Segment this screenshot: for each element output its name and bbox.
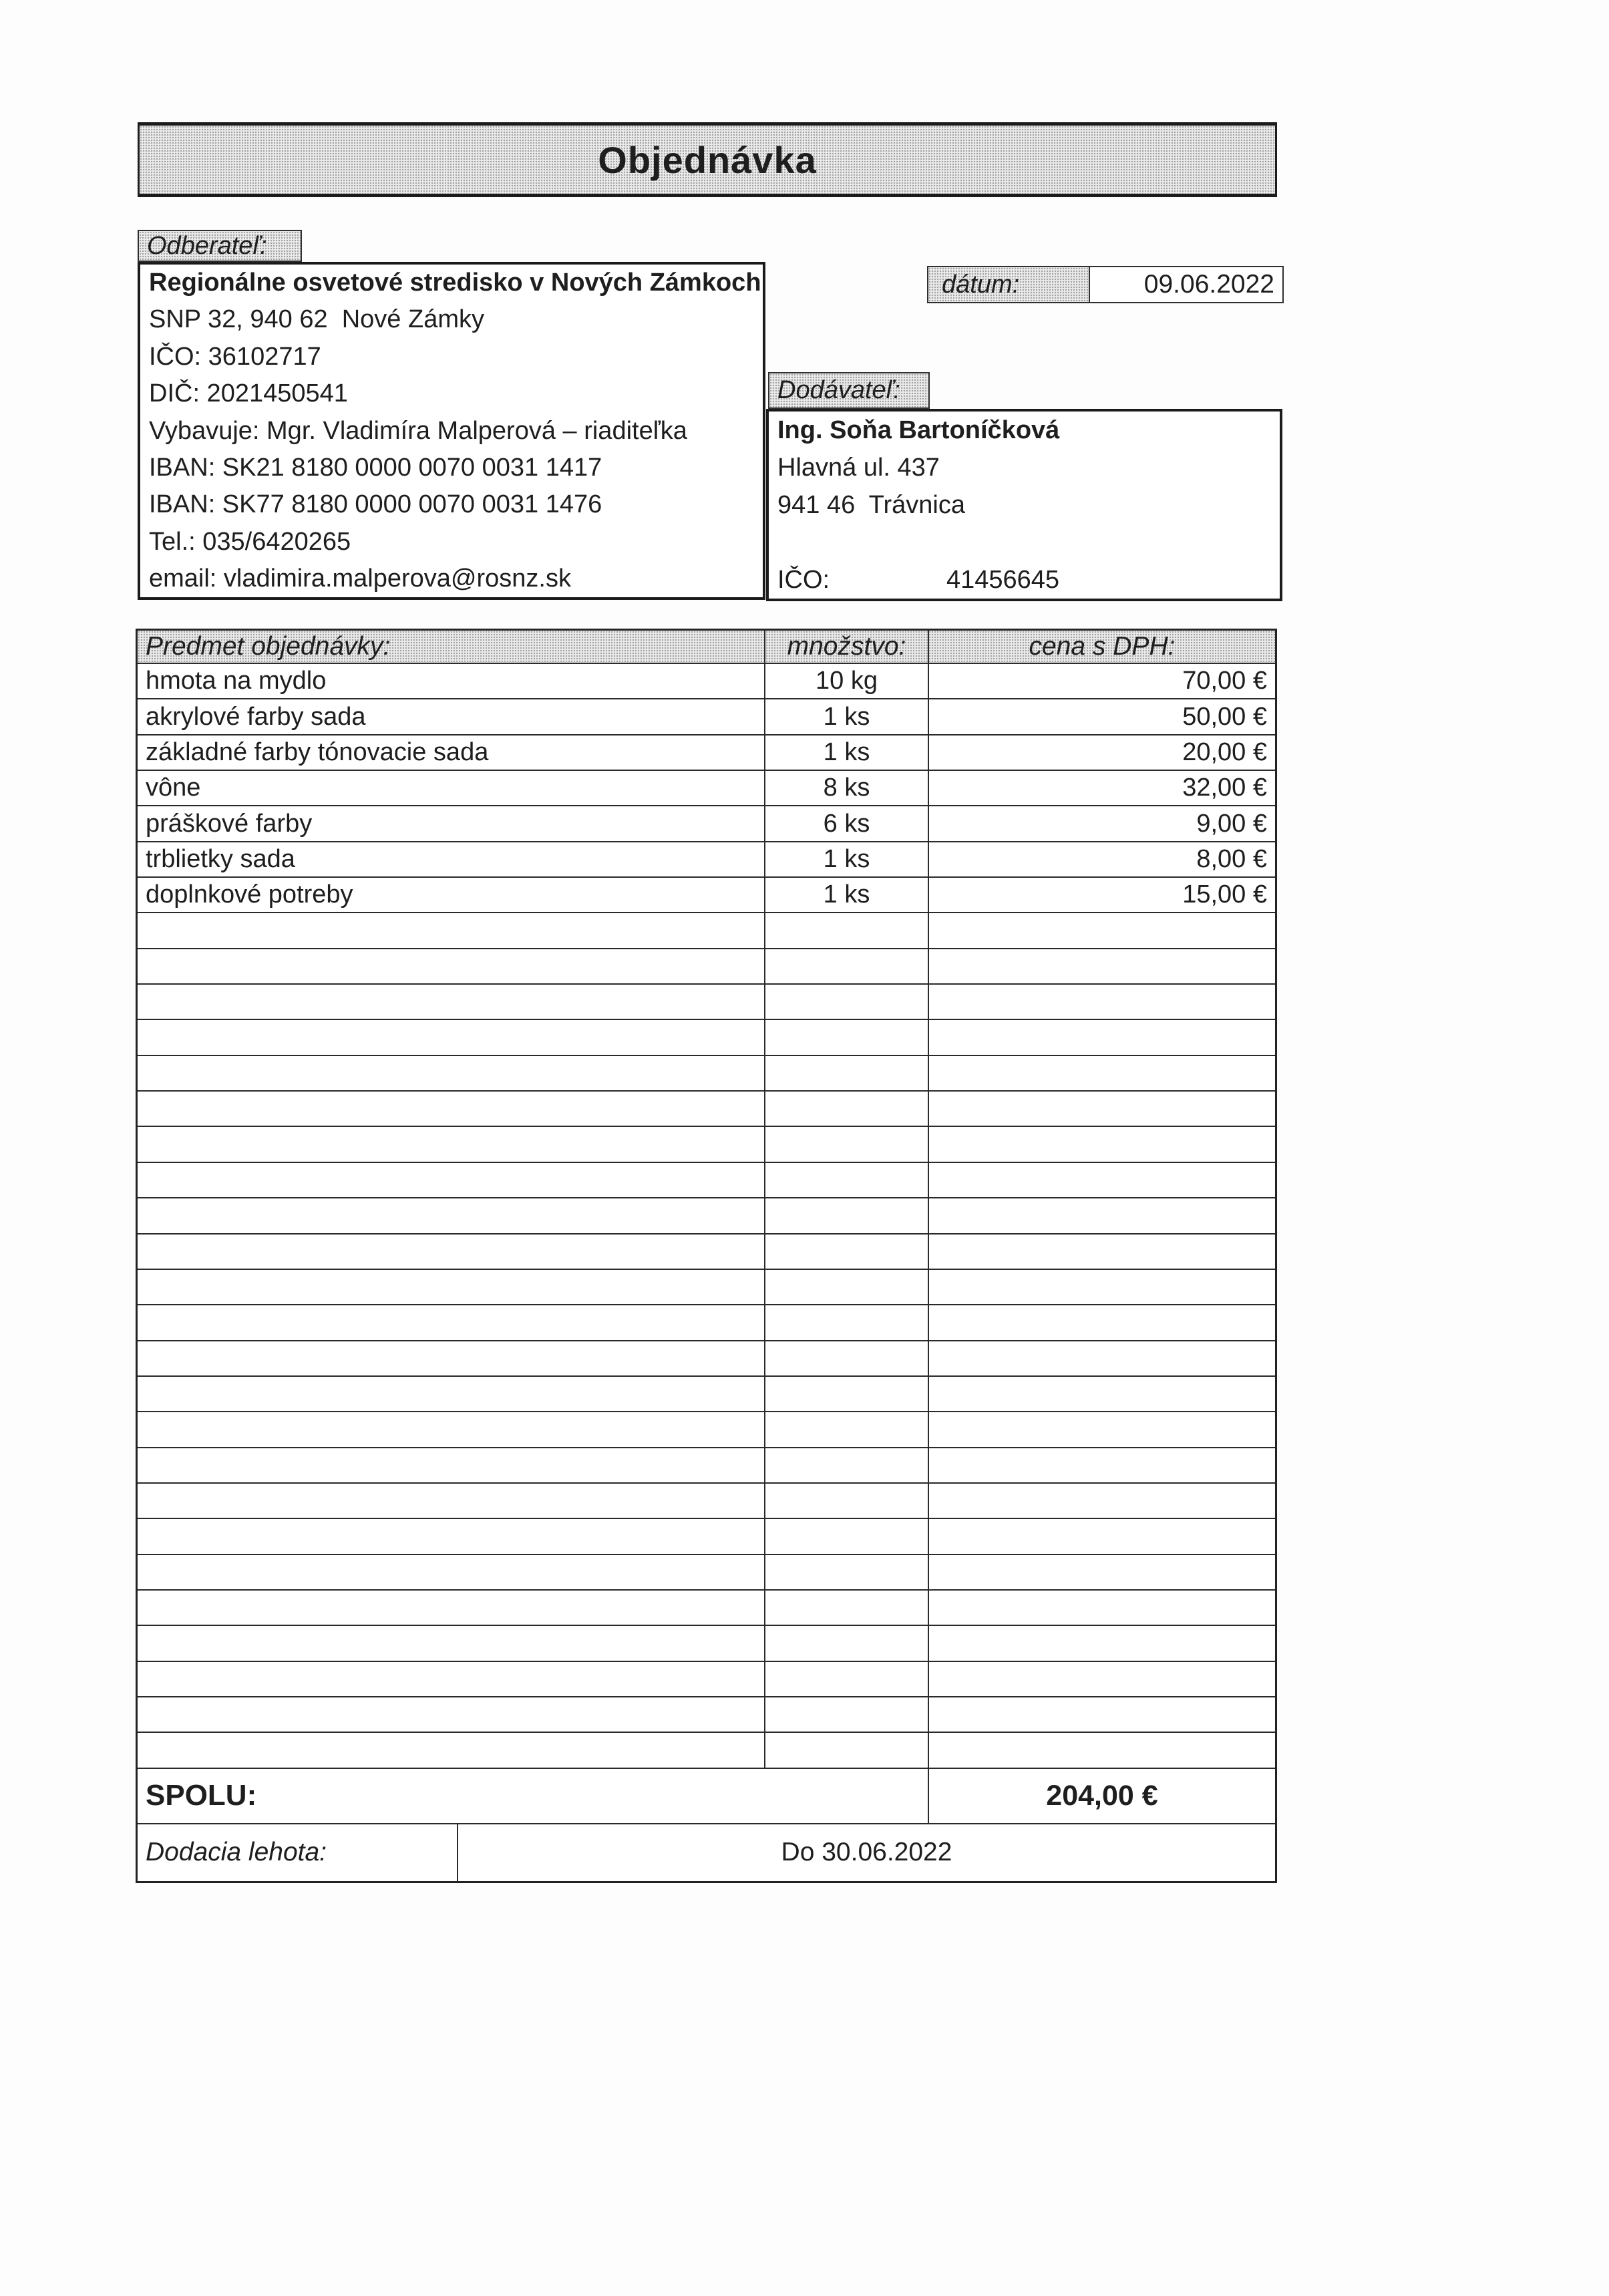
header-qty-cell: množstvo: [764,631,928,663]
empty-table-row [138,1447,1275,1482]
empty-table-row [138,983,1275,1019]
qty-cell: 1 ks [764,699,928,733]
item-cell [138,949,764,983]
empty-table-row [138,1055,1275,1090]
table-row [138,805,1275,840]
qty-cell [764,1377,928,1411]
price-cell [928,1127,1275,1161]
qty-cell [764,1733,928,1767]
qty-cell: 8 ks [764,771,928,805]
price-cell [928,1198,1275,1233]
price-cell [928,1697,1275,1732]
empty-table-row [138,1518,1275,1553]
price-cell [928,1519,1275,1553]
empty-table-row [138,1375,1275,1411]
price-cell [928,1056,1275,1090]
empty-table-row [138,1411,1275,1446]
date-label-text: dátum: [942,270,1020,299]
customer-line: DIČ: 2021450541 [149,379,348,408]
price-cell: 15,00 € [928,878,1275,912]
qty-cell: 1 ks [764,878,928,912]
price-cell [928,1377,1275,1411]
empty-table-row [138,912,1275,947]
item-cell: akrylové farby sada [146,702,366,731]
customer-name: Regionálne osvetové stredisko v Nových Zámkoch [149,269,761,297]
document-title-bar [138,122,1277,197]
item-cell: základné farby tónovacie sada [146,737,489,766]
qty-cell: 1 ks [764,842,928,876]
qty-cell [764,949,928,983]
empty-table-row [138,1304,1275,1339]
empty-table-row [138,1661,1275,1696]
price-cell: 50,00 € [928,699,1275,733]
empty-table-row [138,1090,1275,1126]
qty-cell [764,1092,928,1126]
item-cell [138,1020,764,1054]
empty-table-row [138,1340,1275,1375]
item-cell [138,1056,764,1090]
total-row [138,1768,1275,1823]
price-cell: 32,00 € [928,771,1275,805]
empty-table-row [138,948,1275,983]
table-row [138,841,1275,876]
qty-cell: 6 ks [764,806,928,840]
price-cell [928,1448,1275,1482]
item-cell [138,1270,764,1304]
item-cell [138,1591,764,1625]
item-cell [138,1235,764,1269]
item-cell [138,1484,764,1518]
supplier-section-label-text: Dodávateľ: [777,376,900,404]
document-title: Objednávka [598,138,817,181]
qty-cell [764,1412,928,1446]
customer-line: IČO: 36102717 [149,342,321,371]
price-cell: 20,00 € [928,735,1275,770]
qty-cell: 1 ks [764,735,928,770]
date-value: 09.06.2022 [1090,266,1284,303]
item-cell [138,1341,764,1375]
qty-cell [764,985,928,1019]
price-cell [928,1163,1275,1197]
header-price-cell: cena s DPH: [928,631,1275,663]
table-row [138,663,1275,698]
total-label: SPOLU: [146,1779,257,1812]
empty-table-row [138,1732,1275,1767]
supplier-ico-value: 41456645 [946,566,1060,594]
empty-table-row [138,1197,1275,1233]
qty-cell [764,1235,928,1269]
empty-table-row [138,1625,1275,1660]
customer-line: Tel.: 035/6420265 [149,527,351,556]
price-cell [928,1235,1275,1269]
price-cell: 9,00 € [928,806,1275,840]
table-row [138,698,1275,733]
date-label [927,266,1090,303]
customer-line: Vybavuje: Mgr. Vladimíra Malperová – riaditeľka [149,416,687,445]
item-cell [138,1305,764,1339]
customer-line: email: vladimira.malperova@rosnz.sk [149,564,571,593]
empty-table-row [138,1589,1275,1625]
order-table [136,629,1277,1883]
item-cell: trblietky sada [146,844,295,873]
item-cell [138,1092,764,1126]
price-cell [928,1020,1275,1054]
empty-table-row [138,1162,1275,1197]
table-header-row [138,631,1275,663]
supplier-ico-label: IČO: [777,566,830,594]
qty-cell [764,1341,928,1375]
empty-table-row [138,1482,1275,1518]
empty-table-row [138,1269,1275,1304]
supplier-line: Hlavná ul. 437 [777,454,940,482]
qty-cell [764,1697,928,1732]
price-cell [928,1341,1275,1375]
customer-line: SNP 32, 940 62 Nové Zámky [149,305,484,334]
price-cell [928,913,1275,947]
empty-table-row [138,1554,1275,1589]
supplier-box [766,409,1282,601]
item-cell [138,1412,764,1446]
qty-cell [764,1305,928,1339]
item-cell [138,913,764,947]
item-cell [138,985,764,1019]
qty-cell [764,1127,928,1161]
delivery-row [138,1823,1275,1881]
empty-table-row [138,1019,1275,1054]
price-cell [928,1555,1275,1589]
delivery-value: Do 30.06.2022 [781,1838,952,1867]
qty-cell [764,1163,928,1197]
price-cell: 8,00 € [928,842,1275,876]
qty-cell [764,1448,928,1482]
customer-section-label-text: Odberateľ: [147,231,267,260]
price-cell [928,1733,1275,1767]
price-cell [928,1626,1275,1660]
item-cell: vône [146,774,201,802]
qty-cell [764,1020,928,1054]
supplier-ico-row [777,561,1280,599]
item-cell [138,1555,764,1589]
qty-cell [764,1626,928,1660]
total-value: 204,00 € [928,1769,1275,1823]
customer-line: IBAN: SK21 8180 0000 0070 0031 1417 [149,454,602,482]
qty-cell [764,1662,928,1696]
table-row [138,876,1275,912]
price-cell [928,1412,1275,1446]
item-cell [138,1626,764,1660]
supplier-line: 941 46 Trávnica [777,491,965,519]
header-item-cell: Predmet objednávky: [146,632,391,661]
price-cell [928,1591,1275,1625]
table-row [138,770,1275,805]
qty-cell [764,1198,928,1233]
qty-cell [764,913,928,947]
price-cell [928,985,1275,1019]
item-cell [138,1377,764,1411]
price-cell [928,1270,1275,1304]
supplier-blank-line [777,524,1280,561]
customer-box [138,262,765,600]
qty-cell [764,1270,928,1304]
qty-cell [764,1519,928,1553]
item-cell: doplnkové potreby [146,880,353,909]
price-cell [928,1092,1275,1126]
price-cell [928,1484,1275,1518]
order-rows [138,663,1275,1768]
item-cell [138,1733,764,1767]
price-cell [928,1305,1275,1339]
item-cell: práškové farby [146,809,313,838]
empty-table-row [138,1126,1275,1161]
item-cell [138,1662,764,1696]
item-cell [138,1448,764,1482]
supplier-name: Ing. Soňa Bartoníčková [777,416,1060,444]
item-cell [138,1697,764,1732]
supplier-section-label [768,372,930,409]
qty-cell [764,1555,928,1589]
item-cell [138,1163,764,1197]
customer-line: IBAN: SK77 8180 0000 0070 0031 1476 [149,490,602,519]
item-cell [138,1519,764,1553]
qty-cell: 10 kg [764,664,928,698]
qty-cell [764,1484,928,1518]
qty-cell [764,1056,928,1090]
item-cell [138,1127,764,1161]
delivery-label: Dodacia lehota: [138,1824,458,1881]
price-cell [928,1662,1275,1696]
empty-table-row [138,1696,1275,1732]
price-cell: 70,00 € [928,664,1275,698]
item-cell [138,1198,764,1233]
table-row [138,734,1275,770]
qty-cell [764,1591,928,1625]
empty-table-row [138,1233,1275,1269]
price-cell [928,949,1275,983]
customer-section-label [138,230,302,262]
item-cell: hmota na mydlo [146,667,327,695]
